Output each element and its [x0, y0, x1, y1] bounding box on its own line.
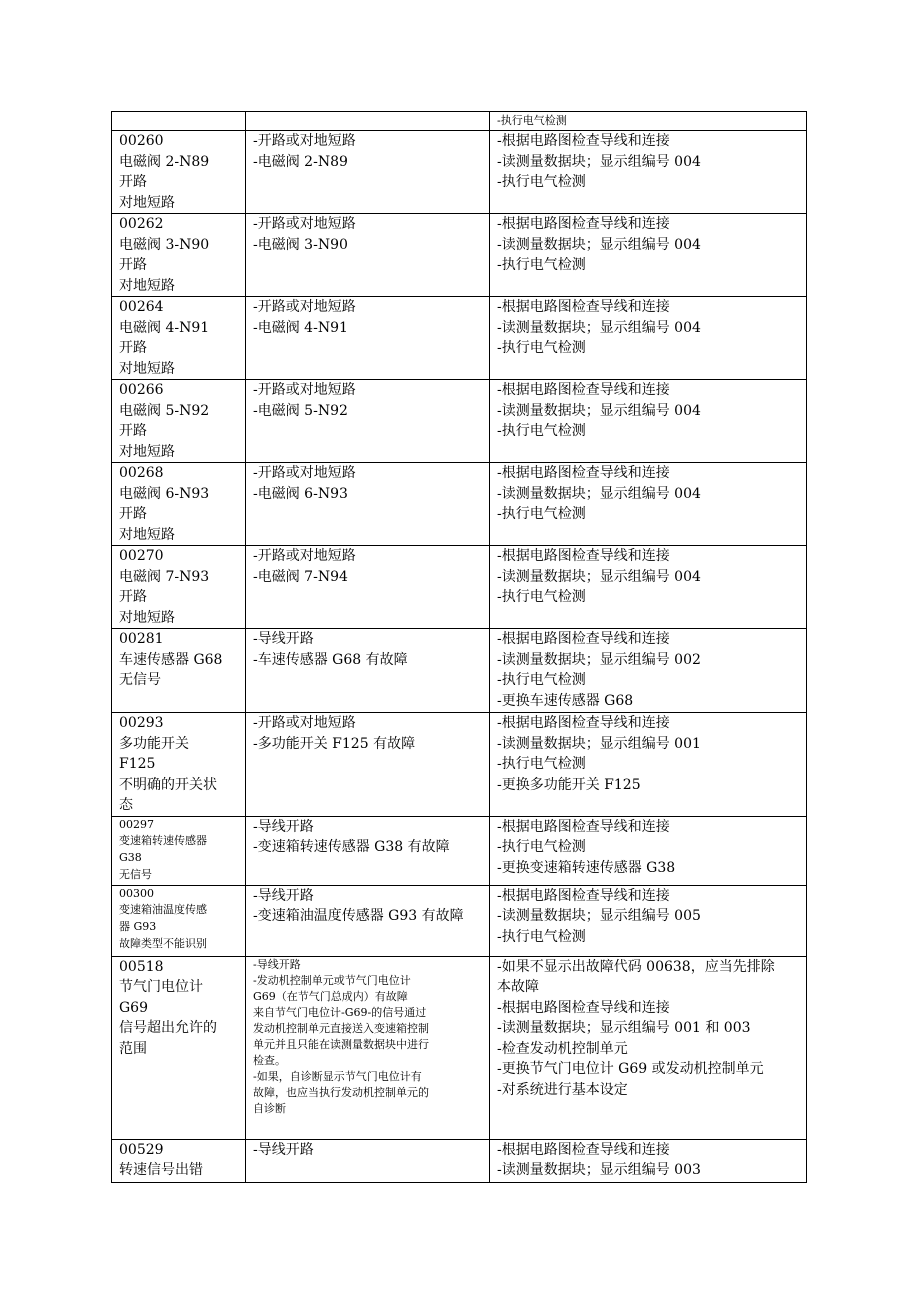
cause-line: 故障，也应当执行发动机控制单元的 — [253, 1085, 429, 1099]
action-line: -读测量数据块；显示组编号 004 — [497, 153, 701, 170]
action-line: -根据电路图检查导线和连接 — [497, 887, 670, 904]
table-row — [112, 463, 807, 546]
cause-cell — [246, 463, 490, 546]
action-line: -读测量数据块；显示组编号 005 — [497, 908, 701, 924]
action-line: 本故障 — [497, 979, 539, 995]
code-line: 00270 — [119, 548, 164, 564]
cause-line: -电磁阀 5-N92 — [253, 402, 348, 419]
action-line: -读测量数据块；显示组编号 002 — [497, 651, 701, 668]
code-line: 开路 — [119, 506, 147, 522]
action-line: -读测量数据块；显示组编号 004 — [497, 568, 701, 585]
code-line: 态 — [119, 797, 133, 813]
cause-cell — [246, 380, 490, 463]
action-line: -根据电路图检查导线和连接 — [497, 216, 670, 232]
code-line: F125 — [119, 756, 156, 772]
code-line: 范围 — [119, 1040, 147, 1057]
code-cell — [112, 112, 246, 131]
action-line: -如果不显示出故障代码 00638，应当先排除 — [497, 958, 775, 975]
cause-line: 检查。 — [253, 1053, 286, 1067]
action-line: -执行电气检测 — [497, 589, 586, 605]
action-cell — [490, 380, 807, 463]
action-line: -执行电气检测 — [497, 839, 586, 855]
code-line: 故障类型不能识别 — [119, 936, 207, 950]
action-line: -执行电气检测 — [497, 257, 586, 273]
code-line: 器 G93 — [119, 920, 157, 934]
action-line: -执行电气检测 — [497, 506, 586, 522]
action-line: -执行电气检测 — [497, 423, 586, 439]
table-row — [112, 131, 807, 214]
code-line: 开路 — [119, 257, 147, 273]
code-line: 对地短路 — [119, 277, 175, 294]
table-row — [112, 380, 807, 463]
code-line: 变速箱油温度传感 — [119, 903, 207, 917]
action-line: -更换多功能开关 F125 — [497, 776, 641, 793]
cause-cell — [246, 112, 490, 131]
code-line: 00266 — [119, 382, 164, 398]
cause-line: -电磁阀 7-N94 — [253, 568, 348, 585]
table-row — [112, 214, 807, 297]
code-line: G69 — [119, 999, 148, 1016]
action-line: -根据电路图检查导线和连接 — [497, 465, 670, 481]
code-cell — [112, 546, 246, 629]
code-cell — [112, 131, 246, 214]
code-line: 变速箱转速传感器 — [119, 834, 207, 848]
code-line: 00268 — [119, 465, 164, 481]
action-line: -根据电路图检查导线和连接 — [497, 631, 670, 647]
action-line: -更换车速传感器 G68 — [497, 692, 634, 709]
action-cell — [490, 713, 807, 817]
action-line: -根据电路图检查导线和连接 — [497, 715, 670, 731]
code-cell — [112, 297, 246, 380]
cause-line: -电磁阀 6-N93 — [253, 485, 348, 502]
cause-line: -导线开路 — [253, 818, 314, 835]
action-line: -执行电气检测 — [497, 174, 586, 190]
action-cell — [490, 214, 807, 297]
code-line: 不明确的开关状 — [119, 776, 217, 793]
code-cell — [112, 816, 246, 885]
code-line: 电磁阀 5-N92 — [119, 402, 210, 419]
table-row — [112, 816, 807, 885]
table-row — [112, 546, 807, 629]
action-line: -执行电气检测 — [497, 928, 586, 945]
action-line: -根据电路图检查导线和连接 — [497, 299, 670, 315]
cause-line: -导线开路 — [253, 631, 314, 647]
code-line: 电磁阀 7-N93 — [119, 568, 210, 585]
code-line: 对地短路 — [119, 360, 175, 377]
code-line: 开路 — [119, 423, 147, 439]
code-line: 电磁阀 3-N90 — [119, 236, 210, 253]
code-line: 无信号 — [119, 672, 161, 688]
table-row — [112, 112, 807, 131]
action-line: -根据电路图检查导线和连接 — [497, 382, 670, 398]
cause-line: -开路或对地短路 — [253, 299, 356, 315]
cause-line: -开路或对地短路 — [253, 216, 356, 232]
cause-cell — [246, 629, 490, 713]
action-cell — [490, 956, 807, 1139]
cause-line: 自诊断 — [253, 1101, 286, 1115]
action-cell — [490, 131, 807, 214]
code-line: 对地短路 — [119, 443, 175, 460]
cause-line: -开路或对地短路 — [253, 382, 356, 398]
cause-line: -导线开路 — [253, 887, 314, 904]
action-line: -读测量数据块；显示组编号 003 — [497, 1162, 701, 1178]
action-line: -执行电气检测 — [497, 114, 567, 127]
action-line: -执行电气检测 — [497, 340, 586, 356]
cause-line: G69（在节气门总成内）有故障 — [253, 989, 408, 1003]
cause-line: -开路或对地短路 — [253, 465, 356, 481]
cause-cell — [246, 1139, 490, 1182]
code-line: 电磁阀 4-N91 — [119, 319, 210, 336]
table-row — [112, 629, 807, 713]
action-cell — [490, 546, 807, 629]
code-line: 车速传感器 G68 — [119, 651, 223, 668]
cause-line: -车速传感器 G68 有故障 — [253, 651, 408, 668]
table-body — [112, 112, 807, 1183]
code-line: 00264 — [119, 299, 164, 315]
code-line: G38 — [119, 851, 142, 865]
code-cell — [112, 713, 246, 817]
code-line: 转速信号出错 — [119, 1162, 203, 1178]
action-line: -读测量数据块；显示组编号 004 — [497, 236, 701, 253]
cause-line: -开路或对地短路 — [253, 548, 356, 564]
code-line: 对地短路 — [119, 194, 175, 211]
action-line: -根据电路图检查导线和连接 — [497, 999, 670, 1016]
code-cell — [112, 380, 246, 463]
code-line: 00297 — [119, 817, 154, 831]
code-line: 节气门电位计 — [119, 979, 203, 995]
code-cell — [112, 463, 246, 546]
action-line: -读测量数据块；显示组编号 001 — [497, 735, 701, 752]
code-line: 开路 — [119, 589, 147, 605]
code-cell — [112, 629, 246, 713]
code-line: 00262 — [119, 216, 164, 232]
action-line: -更换节气门电位计 G69 或发动机控制单元 — [497, 1061, 764, 1077]
cause-line: 发动机控制单元直接送入变速箱控制 — [253, 1021, 429, 1035]
cause-line: -电磁阀 4-N91 — [253, 319, 348, 336]
cause-line: -导线开路 — [253, 957, 301, 971]
code-cell — [112, 956, 246, 1139]
code-line: 00281 — [119, 631, 164, 647]
fault-code-table — [111, 111, 807, 1183]
code-line: 开路 — [119, 174, 147, 190]
action-line: -执行电气检测 — [497, 756, 586, 772]
action-line: -读测量数据块；显示组编号 004 — [497, 319, 701, 336]
cause-cell — [246, 816, 490, 885]
code-line: 00529 — [119, 1141, 164, 1158]
cause-line: -电磁阀 2-N89 — [253, 153, 348, 170]
code-line: 无信号 — [119, 867, 152, 881]
action-line: -根据电路图检查导线和连接 — [497, 818, 670, 835]
table-row — [112, 1139, 807, 1182]
action-line: -根据电路图检查导线和连接 — [497, 548, 670, 564]
cause-line: -发动机控制单元或节气门电位计 — [253, 973, 411, 987]
cause-line: -变速箱转速传感器 G38 有故障 — [253, 839, 450, 855]
action-line: -读测量数据块；显示组编号 004 — [497, 402, 701, 419]
action-line: -根据电路图检查导线和连接 — [497, 133, 670, 149]
action-line: -对系统进行基本设定 — [497, 1081, 628, 1098]
code-line: 多功能开关 — [119, 735, 189, 752]
code-line: 对地短路 — [119, 609, 175, 626]
code-line: 电磁阀 6-N93 — [119, 485, 210, 502]
cause-line: -多功能开关 F125 有故障 — [253, 735, 416, 752]
code-cell — [112, 885, 246, 956]
cause-line: -开路或对地短路 — [253, 133, 356, 149]
action-cell — [490, 629, 807, 713]
code-line: 00293 — [119, 715, 164, 731]
cause-line: -变速箱油温度传感器 G93 有故障 — [253, 908, 464, 924]
action-cell — [490, 885, 807, 956]
action-line: -根据电路图检查导线和连接 — [497, 1141, 670, 1158]
cause-cell — [246, 885, 490, 956]
cause-cell — [246, 956, 490, 1139]
action-line: -读测量数据块；显示组编号 001 和 003 — [497, 1020, 751, 1036]
action-line: -执行电气检测 — [497, 672, 586, 688]
cause-line: -导线开路 — [253, 1141, 314, 1158]
cause-line: 单元并且只能在读测量数据块中进行 — [253, 1037, 429, 1051]
table-row — [112, 713, 807, 817]
cause-line: -如果，自诊断显示节气门电位计有 — [253, 1069, 422, 1083]
action-cell — [490, 463, 807, 546]
action-cell — [490, 297, 807, 380]
cause-cell — [246, 131, 490, 214]
cause-line: -电磁阀 3-N90 — [253, 236, 348, 253]
table-row — [112, 956, 807, 1139]
cause-cell — [246, 214, 490, 297]
cause-cell — [246, 297, 490, 380]
action-line: -更换变速箱转速传感器 G38 — [497, 859, 676, 876]
cause-cell — [246, 546, 490, 629]
action-cell — [490, 1139, 807, 1182]
code-line: 电磁阀 2-N89 — [119, 153, 210, 170]
action-line: -检查发动机控制单元 — [497, 1040, 628, 1057]
cause-cell — [246, 713, 490, 817]
action-cell — [490, 112, 807, 131]
code-line: 00518 — [119, 958, 164, 975]
cause-line: -开路或对地短路 — [253, 715, 356, 731]
code-line: 00300 — [119, 886, 154, 900]
code-line: 00260 — [119, 133, 164, 149]
cause-line: 来自节气门电位计-G69-的信号通过 — [253, 1005, 427, 1019]
code-cell — [112, 1139, 246, 1182]
action-line: -读测量数据块；显示组编号 004 — [497, 485, 701, 502]
table-row — [112, 885, 807, 956]
code-cell — [112, 214, 246, 297]
action-cell — [490, 816, 807, 885]
code-line: 开路 — [119, 340, 147, 356]
code-line: 信号超出允许的 — [119, 1020, 217, 1036]
table-row — [112, 297, 807, 380]
code-line: 对地短路 — [119, 526, 175, 543]
